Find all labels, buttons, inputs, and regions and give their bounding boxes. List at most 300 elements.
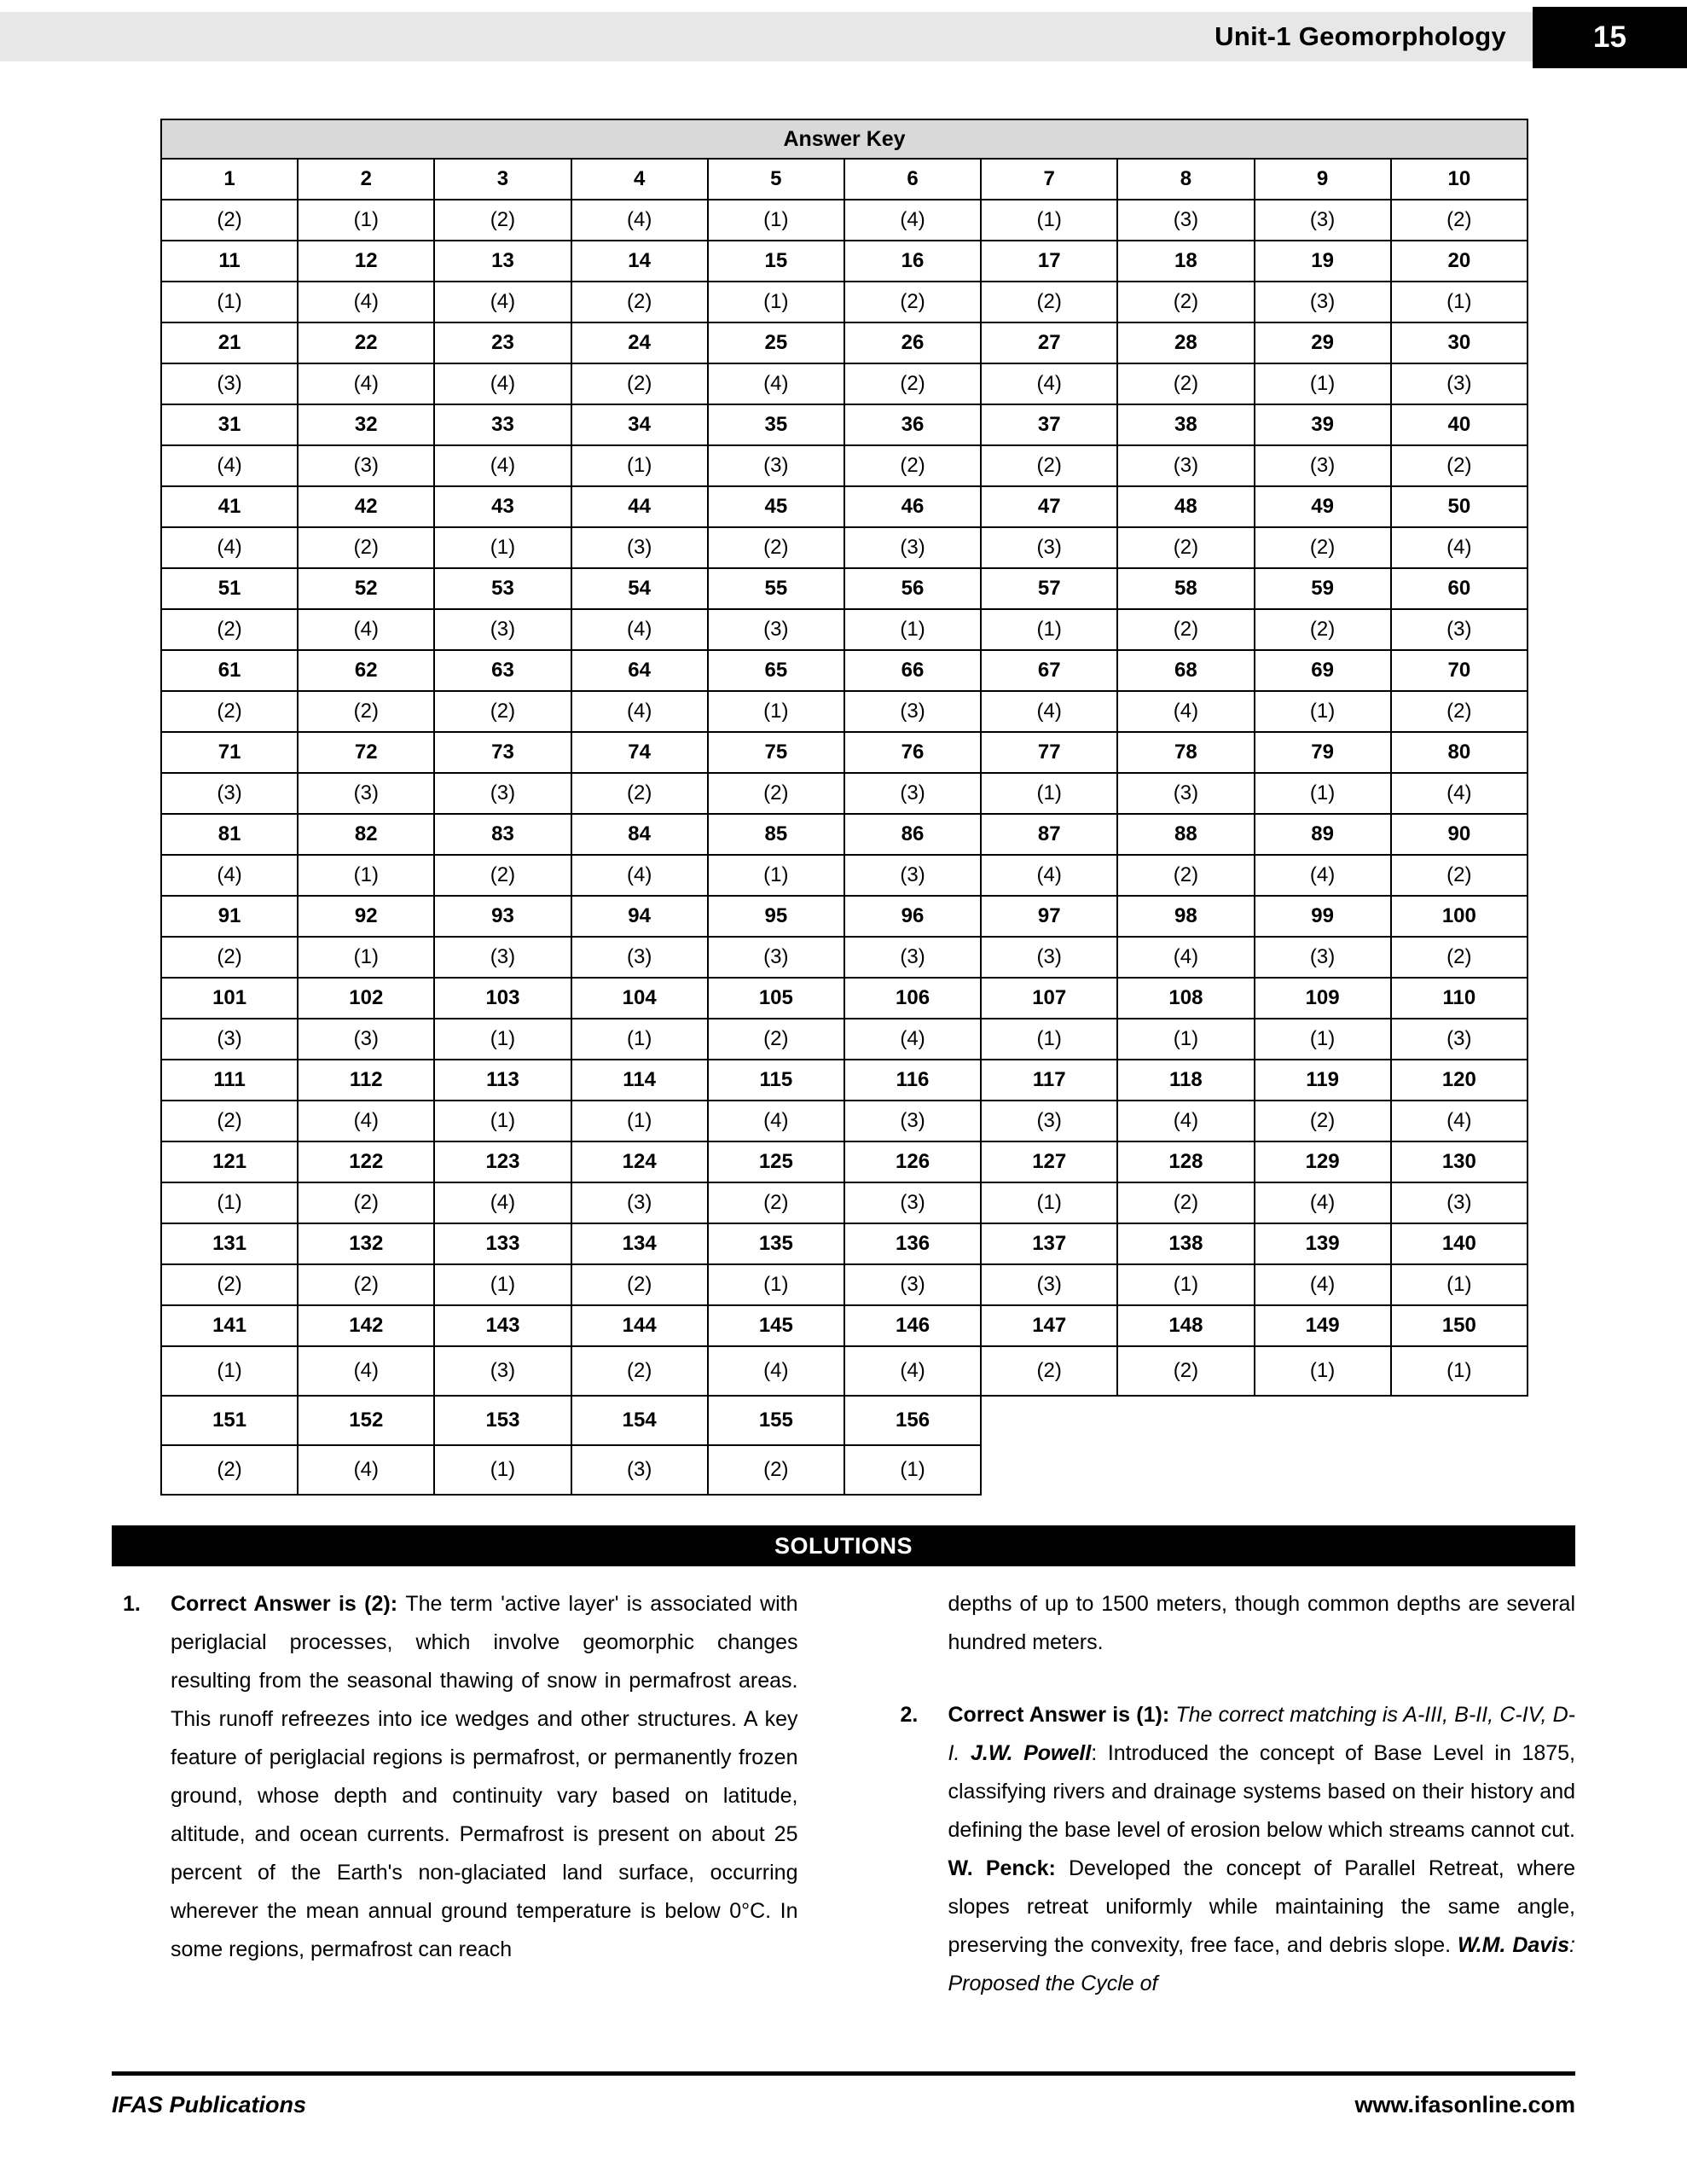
answer-cell: (4) bbox=[434, 282, 571, 322]
question-number-cell: 18 bbox=[1117, 241, 1254, 282]
question-number-cell: 112 bbox=[298, 1060, 434, 1101]
question-number-cell: 86 bbox=[844, 814, 981, 855]
answer-cell: (4) bbox=[1255, 1264, 1391, 1305]
answer-cell: (2) bbox=[1117, 1346, 1254, 1396]
question-number-cell: 51 bbox=[161, 568, 298, 609]
page-number-box bbox=[1533, 7, 1687, 68]
question-number-cell: 72 bbox=[298, 732, 434, 773]
answer-cell: (2) bbox=[298, 1264, 434, 1305]
answer-cell: (3) bbox=[434, 937, 571, 978]
empty-cell bbox=[1117, 1445, 1254, 1495]
solution-text-segment: W.M. Davis bbox=[1458, 1933, 1570, 1957]
solution-text-segment: Correct Answer is (1): bbox=[948, 1703, 1176, 1727]
answer-cell: (1) bbox=[981, 200, 1117, 241]
question-number-cell: 148 bbox=[1117, 1305, 1254, 1346]
question-number-cell: 15 bbox=[708, 241, 844, 282]
answer-cell: (2) bbox=[161, 691, 298, 732]
question-number-cell: 69 bbox=[1255, 650, 1391, 691]
question-number-cell: 84 bbox=[571, 814, 708, 855]
question-number-row bbox=[161, 1305, 1528, 1346]
answer-cell: (1) bbox=[708, 1264, 844, 1305]
question-number-cell: 141 bbox=[161, 1305, 298, 1346]
question-number-cell: 109 bbox=[1255, 978, 1391, 1019]
question-number-cell: 63 bbox=[434, 650, 571, 691]
question-number-cell: 114 bbox=[571, 1060, 708, 1101]
answer-cell: (3) bbox=[1117, 445, 1254, 486]
solution-number bbox=[901, 1585, 948, 1662]
question-number-cell: 13 bbox=[434, 241, 571, 282]
question-number-cell: 4 bbox=[571, 159, 708, 200]
solution-text-segment: J.W. Powell bbox=[970, 1741, 1092, 1765]
solutions-right-column bbox=[901, 1585, 1576, 2037]
answer-cell: (1) bbox=[1391, 1346, 1528, 1396]
question-number-cell: 144 bbox=[571, 1305, 708, 1346]
answer-cell: (2) bbox=[571, 1346, 708, 1396]
question-number-cell: 85 bbox=[708, 814, 844, 855]
solution-item bbox=[901, 1696, 1576, 2003]
answer-cell: (3) bbox=[844, 1182, 981, 1223]
answer-cell: (2) bbox=[1391, 200, 1528, 241]
question-number-cell: 120 bbox=[1391, 1060, 1528, 1101]
solution-text-segment: Developed the concept of Parallel Retreat, where slopes retreat uniformly while maintaining the same angle, preserving the convexity, free face, and debris slope. bbox=[948, 1856, 1575, 1957]
question-number-cell: 122 bbox=[298, 1141, 434, 1182]
solution-text-segment: : Introduced the concept of Base Level in 1875, classifying rivers and drainage systems based on their history and defining the base level of erosion below which streams cannot cut. bbox=[948, 1741, 1575, 1842]
question-number-cell: 89 bbox=[1255, 814, 1391, 855]
answer-cell: (4) bbox=[161, 445, 298, 486]
answer-cell: (2) bbox=[708, 1445, 844, 1495]
answer-cell: (3) bbox=[434, 1346, 571, 1396]
solution-text-segment: W. Penck: bbox=[948, 1856, 1056, 1880]
answer-cell: (1) bbox=[434, 1019, 571, 1060]
answer-row bbox=[161, 1101, 1528, 1141]
question-number-cell: 108 bbox=[1117, 978, 1254, 1019]
answer-cell: (3) bbox=[981, 527, 1117, 568]
question-number-row bbox=[161, 1141, 1528, 1182]
answer-row bbox=[161, 363, 1528, 404]
answer-cell: (2) bbox=[434, 855, 571, 896]
answer-cell: (1) bbox=[571, 445, 708, 486]
question-number-cell: 35 bbox=[708, 404, 844, 445]
question-number-cell: 43 bbox=[434, 486, 571, 527]
question-number-cell: 83 bbox=[434, 814, 571, 855]
answer-cell: (3) bbox=[434, 773, 571, 814]
question-number-row bbox=[161, 1060, 1528, 1101]
question-number-cell: 5 bbox=[708, 159, 844, 200]
question-number-cell: 39 bbox=[1255, 404, 1391, 445]
question-number-cell: 130 bbox=[1391, 1141, 1528, 1182]
answer-cell: (4) bbox=[981, 855, 1117, 896]
answer-row bbox=[161, 609, 1528, 650]
answer-row bbox=[161, 527, 1528, 568]
question-number-cell: 64 bbox=[571, 650, 708, 691]
question-number-cell: 131 bbox=[161, 1223, 298, 1264]
question-number-cell: 128 bbox=[1117, 1141, 1254, 1182]
question-number-cell: 78 bbox=[1117, 732, 1254, 773]
question-number-cell: 60 bbox=[1391, 568, 1528, 609]
answer-cell: (3) bbox=[161, 363, 298, 404]
answer-cell: (3) bbox=[844, 855, 981, 896]
question-number-cell: 45 bbox=[708, 486, 844, 527]
unit-title: Unit-1 Geomorphology bbox=[1215, 21, 1506, 51]
question-number-cell: 115 bbox=[708, 1060, 844, 1101]
question-number-cell: 9 bbox=[1255, 159, 1391, 200]
question-number-cell: 82 bbox=[298, 814, 434, 855]
answer-cell: (1) bbox=[1255, 363, 1391, 404]
empty-cell bbox=[1117, 1396, 1254, 1445]
answer-cell: (3) bbox=[981, 1264, 1117, 1305]
answer-cell: (3) bbox=[708, 609, 844, 650]
question-number-cell: 101 bbox=[161, 978, 298, 1019]
answer-cell: (4) bbox=[298, 282, 434, 322]
answer-key-body bbox=[161, 159, 1528, 1495]
answer-cell: (2) bbox=[298, 1182, 434, 1223]
answer-cell: (2) bbox=[571, 363, 708, 404]
answer-key-title: Answer Key bbox=[161, 119, 1528, 159]
answer-row bbox=[161, 1019, 1528, 1060]
answer-cell: (1) bbox=[708, 282, 844, 322]
answer-cell: (2) bbox=[1117, 363, 1254, 404]
answer-row bbox=[161, 773, 1528, 814]
question-number-cell: 26 bbox=[844, 322, 981, 363]
answer-cell: (2) bbox=[708, 1019, 844, 1060]
question-number-cell: 37 bbox=[981, 404, 1117, 445]
question-number-cell: 67 bbox=[981, 650, 1117, 691]
question-number-cell: 32 bbox=[298, 404, 434, 445]
answer-cell: (4) bbox=[708, 1346, 844, 1396]
question-number-cell: 24 bbox=[571, 322, 708, 363]
answer-cell: (4) bbox=[844, 200, 981, 241]
question-number-cell: 121 bbox=[161, 1141, 298, 1182]
question-number-cell: 38 bbox=[1117, 404, 1254, 445]
question-number-cell: 16 bbox=[844, 241, 981, 282]
answer-cell: (2) bbox=[298, 527, 434, 568]
answer-cell: (3) bbox=[708, 937, 844, 978]
question-number-cell: 10 bbox=[1391, 159, 1528, 200]
answer-cell: (1) bbox=[708, 691, 844, 732]
answer-cell: (3) bbox=[844, 937, 981, 978]
question-number-cell: 106 bbox=[844, 978, 981, 1019]
answer-cell: (3) bbox=[1117, 200, 1254, 241]
question-number-cell: 117 bbox=[981, 1060, 1117, 1101]
question-number-cell: 20 bbox=[1391, 241, 1528, 282]
answer-cell: (2) bbox=[298, 691, 434, 732]
answer-cell: (1) bbox=[434, 1445, 571, 1495]
solutions-title: SOLUTIONS bbox=[774, 1532, 913, 1559]
question-number-cell: 92 bbox=[298, 896, 434, 937]
question-number-cell: 53 bbox=[434, 568, 571, 609]
answer-cell: (3) bbox=[1391, 1182, 1528, 1223]
answer-cell: (3) bbox=[1255, 282, 1391, 322]
question-number-cell: 105 bbox=[708, 978, 844, 1019]
footer-rule bbox=[112, 2071, 1575, 2076]
answer-cell: (3) bbox=[844, 691, 981, 732]
answer-cell: (2) bbox=[708, 1182, 844, 1223]
publisher: IFAS Publications bbox=[112, 2092, 307, 2117]
answer-cell: (2) bbox=[1391, 691, 1528, 732]
answer-cell: (2) bbox=[1117, 609, 1254, 650]
answer-cell: (4) bbox=[1391, 527, 1528, 568]
empty-cell bbox=[1255, 1396, 1391, 1445]
answer-cell: (1) bbox=[844, 1445, 981, 1495]
answer-cell: (4) bbox=[981, 363, 1117, 404]
question-number-cell: 142 bbox=[298, 1305, 434, 1346]
question-number-cell: 125 bbox=[708, 1141, 844, 1182]
answer-cell: (1) bbox=[298, 855, 434, 896]
question-number-cell: 22 bbox=[298, 322, 434, 363]
answer-cell: (1) bbox=[1117, 1264, 1254, 1305]
question-number-cell: 102 bbox=[298, 978, 434, 1019]
question-number-cell: 110 bbox=[1391, 978, 1528, 1019]
question-number-cell: 41 bbox=[161, 486, 298, 527]
question-number-row bbox=[161, 568, 1528, 609]
solution-text bbox=[171, 1585, 798, 1969]
question-number-cell: 12 bbox=[298, 241, 434, 282]
answer-cell: (2) bbox=[1391, 855, 1528, 896]
question-number-cell: 129 bbox=[1255, 1141, 1391, 1182]
question-number-cell: 136 bbox=[844, 1223, 981, 1264]
answer-cell: (2) bbox=[1255, 609, 1391, 650]
question-number-cell: 7 bbox=[981, 159, 1117, 200]
question-number-cell: 154 bbox=[571, 1396, 708, 1445]
website: www.ifasonline.com bbox=[1354, 2092, 1575, 2117]
answer-cell: (1) bbox=[434, 1101, 571, 1141]
answer-cell: (2) bbox=[161, 1445, 298, 1495]
question-number-cell: 56 bbox=[844, 568, 981, 609]
answer-cell: (1) bbox=[1391, 1264, 1528, 1305]
answer-cell: (2) bbox=[1255, 1101, 1391, 1141]
question-number-cell: 93 bbox=[434, 896, 571, 937]
answer-row bbox=[161, 691, 1528, 732]
question-number-row bbox=[161, 404, 1528, 445]
answer-cell: (1) bbox=[1255, 1019, 1391, 1060]
question-number-cell: 52 bbox=[298, 568, 434, 609]
question-number-row bbox=[161, 322, 1528, 363]
question-number-cell: 103 bbox=[434, 978, 571, 1019]
answer-cell: (2) bbox=[161, 1101, 298, 1141]
answer-cell: (1) bbox=[1117, 1019, 1254, 1060]
question-number-cell: 104 bbox=[571, 978, 708, 1019]
question-number-cell: 21 bbox=[161, 322, 298, 363]
answer-cell: (2) bbox=[434, 200, 571, 241]
answer-cell: (4) bbox=[571, 609, 708, 650]
question-number-cell: 98 bbox=[1117, 896, 1254, 937]
answer-cell: (4) bbox=[844, 1019, 981, 1060]
answer-cell: (2) bbox=[844, 445, 981, 486]
question-number-cell: 80 bbox=[1391, 732, 1528, 773]
question-number-cell: 156 bbox=[844, 1396, 981, 1445]
question-number-row bbox=[161, 159, 1528, 200]
question-number-cell: 61 bbox=[161, 650, 298, 691]
question-number-cell: 34 bbox=[571, 404, 708, 445]
answer-cell: (1) bbox=[161, 282, 298, 322]
answer-row bbox=[161, 1445, 1528, 1495]
answer-key-title-row bbox=[161, 119, 1528, 159]
answer-cell: (4) bbox=[571, 200, 708, 241]
answer-cell: (3) bbox=[571, 937, 708, 978]
question-number-cell: 11 bbox=[161, 241, 298, 282]
question-number-cell: 153 bbox=[434, 1396, 571, 1445]
answer-cell: (1) bbox=[298, 200, 434, 241]
question-number-cell: 124 bbox=[571, 1141, 708, 1182]
question-number-cell: 149 bbox=[1255, 1305, 1391, 1346]
question-number-cell: 57 bbox=[981, 568, 1117, 609]
solutions-columns bbox=[123, 1585, 1575, 2037]
answer-cell: (4) bbox=[571, 691, 708, 732]
question-number-cell: 94 bbox=[571, 896, 708, 937]
question-number-cell: 33 bbox=[434, 404, 571, 445]
solution-text-segment: The correct matching is A-III, B-II, C-IV, D-I. bbox=[948, 1703, 1575, 1765]
question-number-cell: 138 bbox=[1117, 1223, 1254, 1264]
answer-cell: (3) bbox=[298, 445, 434, 486]
answer-cell: (3) bbox=[571, 1445, 708, 1495]
answer-cell: (4) bbox=[1255, 1182, 1391, 1223]
answer-cell: (2) bbox=[1117, 527, 1254, 568]
solution-item bbox=[123, 1585, 798, 1969]
answer-cell: (2) bbox=[161, 937, 298, 978]
question-number-cell: 46 bbox=[844, 486, 981, 527]
answer-cell: (3) bbox=[161, 1019, 298, 1060]
question-number-cell: 29 bbox=[1255, 322, 1391, 363]
solution-text bbox=[948, 1696, 1576, 2003]
question-number-row bbox=[161, 732, 1528, 773]
question-number-cell: 147 bbox=[981, 1305, 1117, 1346]
solutions-banner bbox=[112, 1525, 1575, 1566]
answer-row bbox=[161, 282, 1528, 322]
answer-cell: (4) bbox=[571, 855, 708, 896]
question-number-row bbox=[161, 486, 1528, 527]
answer-cell: (2) bbox=[981, 282, 1117, 322]
answer-cell: (1) bbox=[571, 1101, 708, 1141]
question-number-cell: 28 bbox=[1117, 322, 1254, 363]
answer-cell: (1) bbox=[571, 1019, 708, 1060]
answer-cell: (2) bbox=[571, 773, 708, 814]
question-number-cell: 54 bbox=[571, 568, 708, 609]
question-number-row bbox=[161, 650, 1528, 691]
question-number-cell: 126 bbox=[844, 1141, 981, 1182]
answer-cell: (3) bbox=[1391, 363, 1528, 404]
question-number-cell: 49 bbox=[1255, 486, 1391, 527]
question-number-cell: 31 bbox=[161, 404, 298, 445]
answer-cell: (2) bbox=[1255, 527, 1391, 568]
question-number-cell: 87 bbox=[981, 814, 1117, 855]
answer-row bbox=[161, 937, 1528, 978]
solution-item bbox=[901, 1585, 1576, 1662]
answer-cell: (2) bbox=[571, 1264, 708, 1305]
solution-text-segment: : Proposed the Cycle of bbox=[948, 1933, 1575, 1995]
question-number-cell: 17 bbox=[981, 241, 1117, 282]
answer-cell: (2) bbox=[981, 1346, 1117, 1396]
answer-cell: (4) bbox=[298, 1101, 434, 1141]
question-number-cell: 88 bbox=[1117, 814, 1254, 855]
question-number-cell: 100 bbox=[1391, 896, 1528, 937]
question-number-cell: 152 bbox=[298, 1396, 434, 1445]
answer-cell: (4) bbox=[298, 1445, 434, 1495]
answer-cell: (1) bbox=[161, 1182, 298, 1223]
answer-cell: (2) bbox=[434, 691, 571, 732]
question-number-cell: 19 bbox=[1255, 241, 1391, 282]
question-number-cell: 59 bbox=[1255, 568, 1391, 609]
answer-row bbox=[161, 1182, 1528, 1223]
answer-cell: (3) bbox=[844, 527, 981, 568]
solutions-left-column bbox=[123, 1585, 798, 2037]
answer-cell: (3) bbox=[1255, 445, 1391, 486]
answer-cell: (2) bbox=[161, 200, 298, 241]
answer-cell: (4) bbox=[1391, 1101, 1528, 1141]
answer-cell: (3) bbox=[1117, 773, 1254, 814]
question-number-cell: 68 bbox=[1117, 650, 1254, 691]
question-number-cell: 133 bbox=[434, 1223, 571, 1264]
question-number-cell: 132 bbox=[298, 1223, 434, 1264]
answer-cell: (3) bbox=[1391, 1019, 1528, 1060]
answer-cell: (2) bbox=[708, 527, 844, 568]
question-number-cell: 44 bbox=[571, 486, 708, 527]
answer-cell: (3) bbox=[844, 773, 981, 814]
answer-cell: (3) bbox=[161, 773, 298, 814]
answer-cell: (1) bbox=[708, 200, 844, 241]
question-number-cell: 76 bbox=[844, 732, 981, 773]
answer-row bbox=[161, 1264, 1528, 1305]
question-number-cell: 42 bbox=[298, 486, 434, 527]
question-number-cell: 113 bbox=[434, 1060, 571, 1101]
answer-cell: (2) bbox=[571, 282, 708, 322]
answer-cell: (3) bbox=[844, 1101, 981, 1141]
question-number-cell: 27 bbox=[981, 322, 1117, 363]
question-number-cell: 55 bbox=[708, 568, 844, 609]
solution-number: 1. bbox=[123, 1592, 141, 1616]
empty-cell bbox=[1391, 1445, 1528, 1495]
question-number-cell: 23 bbox=[434, 322, 571, 363]
answer-cell: (3) bbox=[1255, 937, 1391, 978]
question-number-cell: 140 bbox=[1391, 1223, 1528, 1264]
answer-cell: (3) bbox=[298, 1019, 434, 1060]
question-number-row bbox=[161, 1223, 1528, 1264]
answer-cell: (4) bbox=[1117, 691, 1254, 732]
answer-cell: (4) bbox=[708, 363, 844, 404]
question-number-row bbox=[161, 896, 1528, 937]
question-number-cell: 48 bbox=[1117, 486, 1254, 527]
answer-key-table bbox=[160, 119, 1528, 1496]
question-number-cell: 111 bbox=[161, 1060, 298, 1101]
answer-cell: (3) bbox=[1391, 609, 1528, 650]
question-number-cell: 75 bbox=[708, 732, 844, 773]
answer-cell: (2) bbox=[844, 282, 981, 322]
question-number-cell: 62 bbox=[298, 650, 434, 691]
answer-cell: (4) bbox=[1391, 773, 1528, 814]
answer-cell: (2) bbox=[708, 773, 844, 814]
answer-cell: (2) bbox=[1391, 937, 1528, 978]
solution-text-segment: depths of up to 1500 meters, though common depths are several hundred meters. bbox=[948, 1592, 1575, 1654]
answer-cell: (4) bbox=[844, 1346, 981, 1396]
answer-cell: (2) bbox=[981, 445, 1117, 486]
answer-cell: (1) bbox=[844, 609, 981, 650]
question-number-cell: 30 bbox=[1391, 322, 1528, 363]
answer-cell: (1) bbox=[434, 1264, 571, 1305]
answer-cell: (1) bbox=[708, 855, 844, 896]
question-number-cell: 97 bbox=[981, 896, 1117, 937]
question-number-cell: 96 bbox=[844, 896, 981, 937]
question-number-cell: 50 bbox=[1391, 486, 1528, 527]
answer-cell: (2) bbox=[161, 609, 298, 650]
answer-cell: (2) bbox=[1391, 445, 1528, 486]
empty-cell bbox=[1255, 1445, 1391, 1495]
question-number-cell: 79 bbox=[1255, 732, 1391, 773]
question-number-cell: 139 bbox=[1255, 1223, 1391, 1264]
answer-cell: (1) bbox=[1255, 773, 1391, 814]
solution-text-segment: Correct Answer is (2): bbox=[171, 1592, 406, 1616]
question-number-cell: 134 bbox=[571, 1223, 708, 1264]
header-band bbox=[0, 12, 1687, 61]
question-number-cell: 145 bbox=[708, 1305, 844, 1346]
